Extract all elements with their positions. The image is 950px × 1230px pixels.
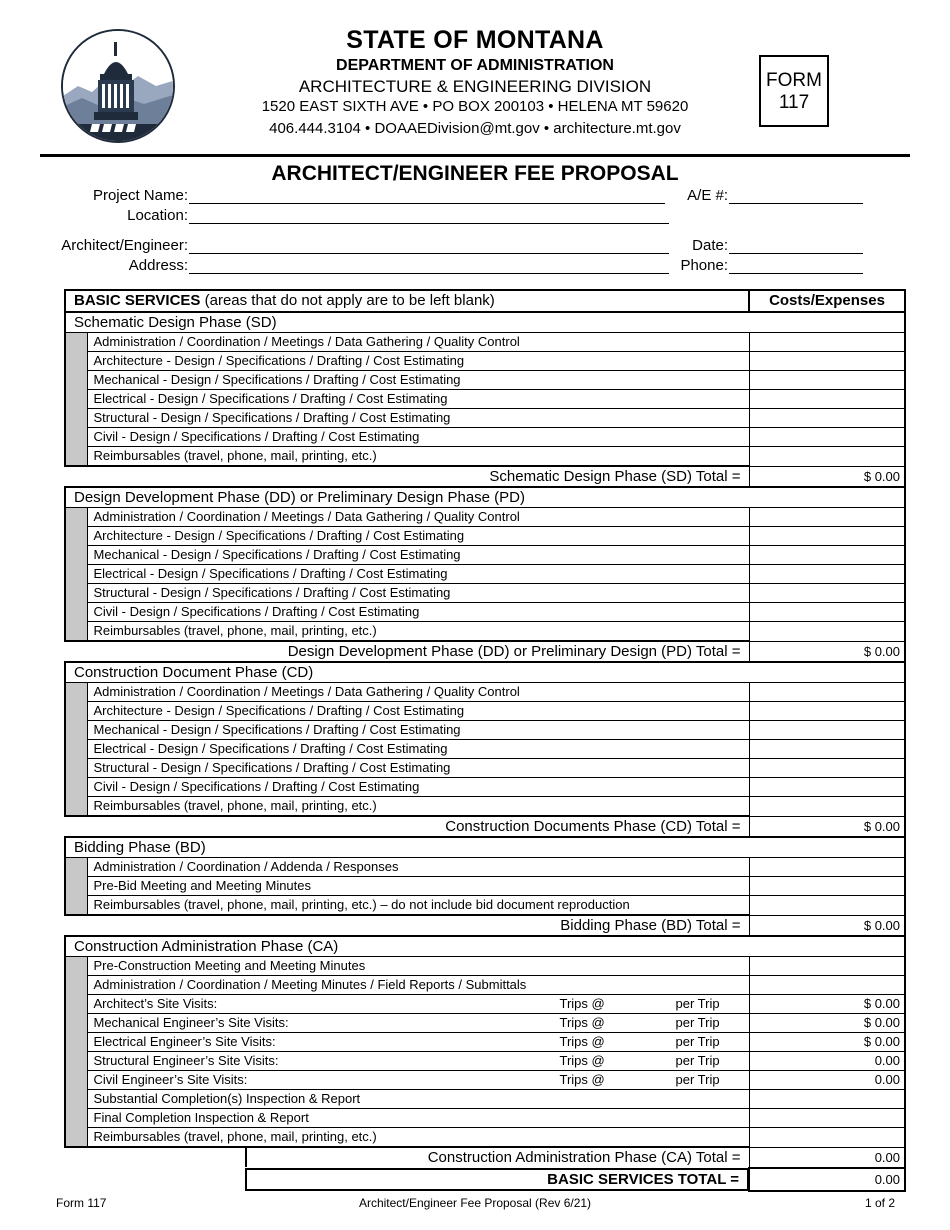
line-item-cost-field[interactable] bbox=[749, 390, 905, 409]
date-label: Date: bbox=[692, 237, 728, 254]
site-visit-label bbox=[87, 1052, 749, 1071]
phase-total-row bbox=[65, 641, 905, 662]
line-item-cost-field[interactable] bbox=[749, 896, 905, 916]
date-field[interactable] bbox=[729, 253, 863, 254]
phase-header-row bbox=[65, 487, 905, 508]
line-item-label: Architecture - Design / Specifications / Drafting / Cost Estimating bbox=[87, 527, 749, 546]
line-item-cost-field[interactable] bbox=[749, 740, 905, 759]
line-item-cost-field[interactable] bbox=[749, 409, 905, 428]
line-item-label: Administration / Coordination / Addenda / Responses bbox=[87, 858, 749, 877]
row-gutter bbox=[65, 603, 87, 622]
line-item-row bbox=[65, 877, 905, 896]
trips-label: Trips @ bbox=[559, 1072, 605, 1087]
line-item-label: Structural - Design / Specifications / Drafting / Cost Estimating bbox=[87, 759, 749, 778]
phase-total-row bbox=[65, 915, 905, 936]
line-item-cost-field[interactable] bbox=[749, 976, 905, 995]
line-item-cost-field[interactable] bbox=[749, 877, 905, 896]
site-visit-label bbox=[87, 1014, 749, 1033]
footer-form-number: Form 117 bbox=[56, 1196, 107, 1210]
line-item-label: Electrical - Design / Specifications / Drafting / Cost Estimating bbox=[87, 390, 749, 409]
per-trip-label: per Trip bbox=[675, 1053, 720, 1068]
phase-title: Construction Document Phase (CD) bbox=[65, 662, 905, 683]
line-item-label: Reimbursables (travel, phone, mail, printing, etc.) bbox=[87, 1128, 749, 1148]
line-item-label: Reimbursables (travel, phone, mail, printing, etc.) bbox=[87, 622, 749, 642]
line-item-row bbox=[65, 1109, 905, 1128]
phase-total-value: $ 0.00 bbox=[749, 641, 905, 662]
phase-total-value: $ 0.00 bbox=[749, 816, 905, 837]
phase-total-label: Bidding Phase (BD) Total = bbox=[65, 915, 749, 936]
line-item-label: Mechanical - Design / Specifications / Drafting / Cost Estimating bbox=[87, 721, 749, 740]
grand-total-label: BASIC SERVICES TOTAL = bbox=[245, 1168, 748, 1191]
line-item-cost-field[interactable] bbox=[749, 428, 905, 447]
phase-header-row bbox=[65, 312, 905, 333]
form-number: 117 bbox=[778, 92, 810, 113]
phase-header-row bbox=[65, 936, 905, 957]
line-item-cost-field[interactable] bbox=[749, 603, 905, 622]
line-item-row bbox=[65, 584, 905, 603]
line-item-row bbox=[65, 759, 905, 778]
form-number-box bbox=[759, 55, 829, 127]
line-item-cost-field[interactable] bbox=[749, 797, 905, 817]
footer-page-number: 1 of 2 bbox=[864, 1196, 895, 1210]
phase-total-row bbox=[65, 816, 905, 837]
site-visit-name: Electrical Engineer’s Site Visits: bbox=[93, 1034, 276, 1049]
row-gutter bbox=[65, 976, 87, 995]
line-item-label: Mechanical - Design / Specifications / Drafting / Cost Estimating bbox=[87, 546, 749, 565]
address-field[interactable] bbox=[189, 273, 669, 274]
line-item-cost-field[interactable] bbox=[749, 957, 905, 976]
line-item-cost-field[interactable] bbox=[749, 371, 905, 390]
line-item-row bbox=[65, 390, 905, 409]
line-item-row bbox=[65, 702, 905, 721]
per-trip-label: per Trip bbox=[675, 1072, 720, 1087]
row-gutter bbox=[65, 352, 87, 371]
site-visit-label bbox=[87, 1071, 749, 1090]
state-title: STATE OF MONTANA bbox=[346, 26, 604, 54]
line-item-label: Reimbursables (travel, phone, mail, printing, etc.) bbox=[87, 797, 749, 817]
contact-info: 406.444.3104 • DOAAEDivision@mt.gov • architecture.mt.gov bbox=[269, 120, 681, 137]
line-item-label: Architecture - Design / Specifications / Drafting / Cost Estimating bbox=[87, 702, 749, 721]
line-item-cost-field[interactable] bbox=[749, 333, 905, 352]
line-item-cost-field[interactable] bbox=[749, 622, 905, 642]
row-gutter bbox=[65, 546, 87, 565]
row-gutter bbox=[65, 702, 87, 721]
phase-total-label: Construction Administration Phase (CA) Total = bbox=[245, 1148, 749, 1167]
trips-label: Trips @ bbox=[559, 1015, 605, 1030]
basic-services-table bbox=[64, 289, 906, 1192]
site-visit-cost[interactable]: 0.00 bbox=[749, 1052, 905, 1071]
row-gutter bbox=[65, 447, 87, 467]
site-visit-name: Structural Engineer’s Site Visits: bbox=[93, 1053, 279, 1068]
row-gutter bbox=[65, 1090, 87, 1109]
line-item-label: Structural - Design / Specifications / Drafting / Cost Estimating bbox=[87, 409, 749, 428]
grand-total-cell bbox=[65, 1168, 749, 1191]
line-item-row bbox=[65, 1090, 905, 1109]
row-gutter bbox=[65, 995, 87, 1014]
line-item-cost-field[interactable] bbox=[749, 858, 905, 877]
phase-total-value: 0.00 bbox=[749, 1147, 905, 1168]
line-item-label: Electrical - Design / Specifications / Drafting / Cost Estimating bbox=[87, 740, 749, 759]
division-name: ARCHITECTURE & ENGINEERING DIVISION bbox=[298, 77, 652, 96]
phase-header-row bbox=[65, 662, 905, 683]
line-item-row bbox=[65, 527, 905, 546]
row-gutter bbox=[65, 1109, 87, 1128]
site-visit-cost[interactable]: $ 0.00 bbox=[749, 1033, 905, 1052]
line-item-row bbox=[65, 352, 905, 371]
line-item-label: Administration / Coordination / Meetings / Data Gathering / Quality Control bbox=[87, 333, 749, 352]
line-item-label: Architecture - Design / Specifications / Drafting / Cost Estimating bbox=[87, 352, 749, 371]
site-visit-label bbox=[87, 995, 749, 1014]
grand-total-value: 0.00 bbox=[749, 1168, 905, 1191]
project-name-field[interactable] bbox=[189, 203, 665, 204]
line-item-row bbox=[65, 409, 905, 428]
line-item-row bbox=[65, 1128, 905, 1148]
per-trip-label: per Trip bbox=[675, 1015, 720, 1030]
row-gutter bbox=[65, 1052, 87, 1071]
line-item-label: Administration / Coordination / Meeting Minutes / Field Reports / Submittals bbox=[87, 976, 749, 995]
line-item-cost-field[interactable] bbox=[749, 527, 905, 546]
address-label: Address: bbox=[128, 257, 188, 274]
line-item-cost-field[interactable] bbox=[749, 1128, 905, 1148]
line-item-label: Structural - Design / Specifications / Drafting / Cost Estimating bbox=[87, 584, 749, 603]
line-item-label: Reimbursables (travel, phone, mail, printing, etc.) bbox=[87, 447, 749, 467]
ae-number-field[interactable] bbox=[729, 203, 863, 204]
phase-title: Design Development Phase (DD) or Preliminary Design Phase (PD) bbox=[65, 487, 905, 508]
per-trip-label: per Trip bbox=[675, 1034, 720, 1049]
site-visit-name: Architect’s Site Visits: bbox=[93, 996, 218, 1011]
line-item-row bbox=[65, 957, 905, 976]
line-item-row bbox=[65, 721, 905, 740]
architect-engineer-field[interactable] bbox=[189, 253, 669, 254]
line-item-row bbox=[65, 622, 905, 642]
row-gutter bbox=[65, 1071, 87, 1090]
architect-engineer-label: Architect/Engineer: bbox=[61, 237, 188, 254]
mailing-address: 1520 EAST SIXTH AVE • PO BOX 200103 • HELENA MT 59620 bbox=[261, 98, 689, 115]
line-item-label: Mechanical - Design / Specifications / Drafting / Cost Estimating bbox=[87, 371, 749, 390]
line-item-label: Administration / Coordination / Meetings / Data Gathering / Quality Control bbox=[87, 508, 749, 527]
row-gutter bbox=[65, 957, 87, 976]
site-visit-row bbox=[65, 995, 905, 1014]
row-gutter bbox=[65, 508, 87, 527]
basic-services-header: BASIC SERVICES (areas that do not apply are to be left blank) bbox=[65, 290, 749, 312]
trips-label: Trips @ bbox=[559, 996, 605, 1011]
header-divider bbox=[40, 154, 910, 157]
form-title: ARCHITECT/ENGINEER FEE PROPOSAL bbox=[271, 162, 679, 185]
location-field[interactable] bbox=[189, 223, 669, 224]
line-item-cost-field[interactable] bbox=[749, 352, 905, 371]
row-gutter bbox=[65, 877, 87, 896]
row-gutter bbox=[65, 683, 87, 702]
line-item-row bbox=[65, 797, 905, 817]
row-gutter bbox=[65, 428, 87, 447]
row-gutter bbox=[65, 371, 87, 390]
phase-total-value: $ 0.00 bbox=[749, 466, 905, 487]
line-item-row bbox=[65, 508, 905, 527]
trips-label: Trips @ bbox=[559, 1034, 605, 1049]
site-visit-label bbox=[87, 1033, 749, 1052]
footer-form-title: Architect/Engineer Fee Proposal (Rev 6/21) bbox=[358, 1196, 592, 1210]
line-item-row bbox=[65, 896, 905, 916]
row-gutter bbox=[65, 333, 87, 352]
site-visit-name: Mechanical Engineer’s Site Visits: bbox=[93, 1015, 289, 1030]
line-item-row bbox=[65, 858, 905, 877]
phase-total-label: Schematic Design Phase (SD) Total = bbox=[65, 466, 749, 487]
line-item-label: Administration / Coordination / Meetings / Data Gathering / Quality Control bbox=[87, 683, 749, 702]
phone-field[interactable] bbox=[729, 273, 863, 274]
row-gutter bbox=[65, 858, 87, 877]
line-item-label: Pre-Bid Meeting and Meeting Minutes bbox=[87, 877, 749, 896]
site-visit-cost[interactable]: $ 0.00 bbox=[749, 995, 905, 1014]
line-item-cost-field[interactable] bbox=[749, 508, 905, 527]
ca-total-cell bbox=[65, 1147, 749, 1168]
line-item-row bbox=[65, 603, 905, 622]
phone-label: Phone: bbox=[680, 257, 728, 274]
site-visit-name: Civil Engineer’s Site Visits: bbox=[93, 1072, 248, 1087]
line-item-label: Substantial Completion(s) Inspection & Report bbox=[87, 1090, 749, 1109]
phase-header-row bbox=[65, 837, 905, 858]
phase-title: Construction Administration Phase (CA) bbox=[65, 936, 905, 957]
row-gutter bbox=[65, 622, 87, 642]
line-item-row bbox=[65, 976, 905, 995]
per-trip-label: per Trip bbox=[675, 996, 720, 1011]
line-item-row bbox=[65, 371, 905, 390]
table-header-row bbox=[65, 290, 905, 312]
phase-title: Bidding Phase (BD) bbox=[65, 837, 905, 858]
line-item-label: Civil - Design / Specifications / Drafting / Cost Estimating bbox=[87, 778, 749, 797]
line-item-label: Civil - Design / Specifications / Drafting / Cost Estimating bbox=[87, 603, 749, 622]
site-visit-row bbox=[65, 1014, 905, 1033]
grand-total-row bbox=[65, 1168, 905, 1191]
row-gutter bbox=[65, 1033, 87, 1052]
line-item-row bbox=[65, 683, 905, 702]
location-label: Location: bbox=[127, 207, 188, 224]
line-item-cost-field[interactable] bbox=[749, 584, 905, 603]
phase-total-label: Construction Documents Phase (CD) Total = bbox=[65, 816, 749, 837]
row-gutter bbox=[65, 390, 87, 409]
form-label: FORM bbox=[766, 70, 822, 91]
row-gutter bbox=[65, 1014, 87, 1033]
site-visit-cost[interactable]: $ 0.00 bbox=[749, 1014, 905, 1033]
row-gutter bbox=[65, 1128, 87, 1148]
line-item-label: Electrical - Design / Specifications / Drafting / Cost Estimating bbox=[87, 565, 749, 584]
row-gutter bbox=[65, 896, 87, 916]
ae-number-label: A/E #: bbox=[687, 187, 728, 204]
row-gutter bbox=[65, 565, 87, 584]
line-item-cost-field[interactable] bbox=[749, 1109, 905, 1128]
line-item-cost-field[interactable] bbox=[749, 565, 905, 584]
site-visit-row bbox=[65, 1052, 905, 1071]
line-item-row bbox=[65, 333, 905, 352]
line-item-cost-field[interactable] bbox=[749, 721, 905, 740]
row-gutter bbox=[65, 778, 87, 797]
line-item-cost-field[interactable] bbox=[749, 778, 905, 797]
line-item-row bbox=[65, 565, 905, 584]
phase-total-value: $ 0.00 bbox=[749, 915, 905, 936]
row-gutter bbox=[65, 409, 87, 428]
line-item-label: Reimbursables (travel, phone, mail, printing, etc.) – do not include bid document reproduction bbox=[87, 896, 749, 916]
row-gutter bbox=[65, 721, 87, 740]
site-visit-row bbox=[65, 1033, 905, 1052]
line-item-label: Pre-Construction Meeting and Meeting Minutes bbox=[87, 957, 749, 976]
line-item-cost-field[interactable] bbox=[749, 759, 905, 778]
state-seal-logo bbox=[60, 28, 176, 144]
line-item-cost-field[interactable] bbox=[749, 683, 905, 702]
phase-total-row bbox=[65, 466, 905, 487]
trips-label: Trips @ bbox=[559, 1053, 605, 1068]
phase-title: Schematic Design Phase (SD) bbox=[65, 312, 905, 333]
line-item-cost-field[interactable] bbox=[749, 702, 905, 721]
row-gutter bbox=[65, 740, 87, 759]
line-item-label: Civil - Design / Specifications / Drafting / Cost Estimating bbox=[87, 428, 749, 447]
line-item-cost-field[interactable] bbox=[749, 546, 905, 565]
row-gutter bbox=[65, 584, 87, 603]
line-item-row bbox=[65, 546, 905, 565]
project-name-label: Project Name: bbox=[92, 187, 188, 204]
row-gutter bbox=[65, 759, 87, 778]
row-gutter bbox=[65, 527, 87, 546]
phase-total-row bbox=[65, 1147, 905, 1168]
department-name: DEPARTMENT OF ADMINISTRATION bbox=[336, 57, 614, 74]
site-visit-row bbox=[65, 1071, 905, 1090]
line-item-row bbox=[65, 447, 905, 467]
line-item-row bbox=[65, 740, 905, 759]
line-item-cost-field[interactable] bbox=[749, 447, 905, 467]
line-item-label: Final Completion Inspection & Report bbox=[87, 1109, 749, 1128]
site-visit-cost[interactable]: 0.00 bbox=[749, 1071, 905, 1090]
costs-expenses-header: Costs/Expenses bbox=[749, 290, 905, 312]
line-item-row bbox=[65, 778, 905, 797]
row-gutter bbox=[65, 797, 87, 817]
line-item-row bbox=[65, 428, 905, 447]
line-item-cost-field[interactable] bbox=[749, 1090, 905, 1109]
phase-total-label: Design Development Phase (DD) or Preliminary Design (PD) Total = bbox=[65, 641, 749, 662]
